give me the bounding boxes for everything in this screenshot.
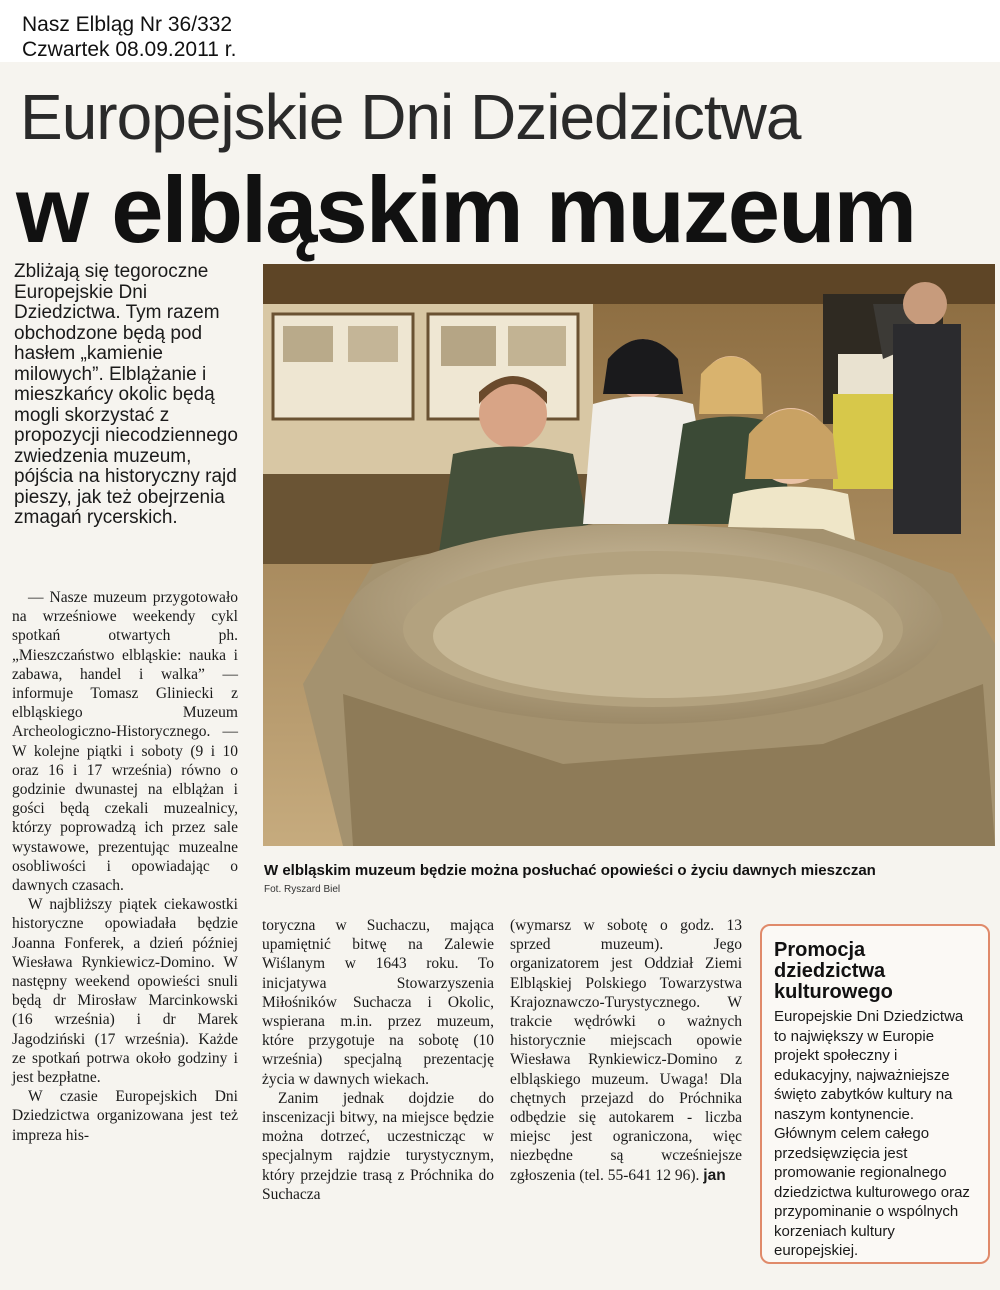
sidebar-box [760,924,990,1264]
article-paragraph: W najbliższy piątek ciekawostki historyczne opowiadała będzie Joanna Fonferek, a dzień później Wiesława Rynkiewicz-Domino. W następny weekend opowieści snuli będą dr Mirosław Marcinkowski (16 września) i dr Marek Jagodziński (17 września). Każde ze spotkań potrwa około godziny i jest bezpłatne. [12,896,238,1087]
publication-source [22,12,236,62]
article-text: (wymarsz w sobotę o godz. 13 sprzed muzeum). Jego organizatorem jest Oddział Ziemi Elbląskiej Polskiego Towarzystwa Krajoznawczo-Turystycznego. W trakcie wędrówki o ważnych historycznie miejscach opowie Wiesława Rynkiewicz-Domino z elbląskiego muzeum. Uwaga! Dla chętnych przejazd do Próchnika odbędzie się autokarem - liczba miejsc jest ograniczona, więc niezbędne są wcześniejsze zgłoszenia (tel. 55-641 12 96). [510,917,742,1184]
article-paragraph: toryczna w Suchaczu, mająca upamiętnić bitwę na Zalewie Wiślanym w 1643 roku. To inicjatywa Stowarzyszenia Miłośników Suchacza i Okolic, wspierana m.in. przez muzeum, które przygotuje na sobotę (10 września) specjalną prezentację życia w dawnych wiekach. [262,917,494,1088]
article-paragraph [510,916,742,1185]
article-photo [263,264,995,846]
headline-line-2: w elbląskim muzeum [16,157,916,262]
headline-line-1: Europejskie Dni Dziedzictwa [20,81,801,153]
article-paragraph: Zanim jednak dojdzie do inscenizacji bitwy, na miejsce będzie można dotrzeć, uczestnicząc w specjalnym rajdzie turystycznym, który przejdzie trasą z Próchnika do Suchacza [262,1089,494,1203]
photo-caption: W elbląskim muzeum będzie można posłuchać opowieści o życiu dawnych mieszczan [264,862,876,879]
museum-photo-illustration [263,264,995,846]
article-column-2 [262,916,494,1204]
article-paragraph: — Nasze muzeum przygotowało na wrześniowe weekendy cykl spotkań otwartych ph. „Mieszczaństwo elbląskie: nauka i zabawa, handel i walka” — informuje Tomasz Gliniecki z elbląskiego Muzeum Archeologiczno-Historycznego. — W kolejne piątki i soboty (9 i 10 oraz 16 i 17 września) równo o godzinie dwunastej na elblążan i gości będą czekali muzealnicy, którzy poprowadzą ich przez sale wystawowe, prezentując muzealne osobliwości i opowiadając o dawnych czasach. [12,589,238,895]
article-paragraph: W czasie Europejskich Dni Dziedzictwa organizowana jest też impreza his- [12,1088,238,1144]
article-column-3 [510,916,742,1185]
sidebar-text: Europejskie Dni Dziedzictwa to największy w Europie projekt społeczny i edukacyjny, najważniejsze święto zabytków kultury na naszym kontynencie. Głównym celem całego przedsięwzięcia jest promowanie regionalnego dziedzictwa kulturowego oraz przypominanie o wspólnych korzeniach kultury europejskiej. [774,1008,970,1259]
lead-paragraph: Zbliżają się tegoroczne Europejskie Dni Dziedzictwa. Tym razem obchodzone będą pod hasłem „kamienie milowych”. Elblążanie i mieszkańcy okolic będą mogli skorzystać z propozycji niecodziennego zwiedzenia muzeum, pójścia na historyczny rajd pieszy, jak też obejrzenia zmagań rycerskich. [14,261,238,528]
source-issue: Nasz Elbląg Nr 36/332 [22,13,233,36]
photo-credit: Fot. Ryszard Biel [264,884,341,895]
sidebar-title: Promocja dziedzictwa kulturowego [774,939,893,1003]
source-date: Czwartek 08.09.2011 r. [22,38,237,61]
author-signature: jan [703,1166,726,1184]
article-column-1 [12,588,238,1145]
